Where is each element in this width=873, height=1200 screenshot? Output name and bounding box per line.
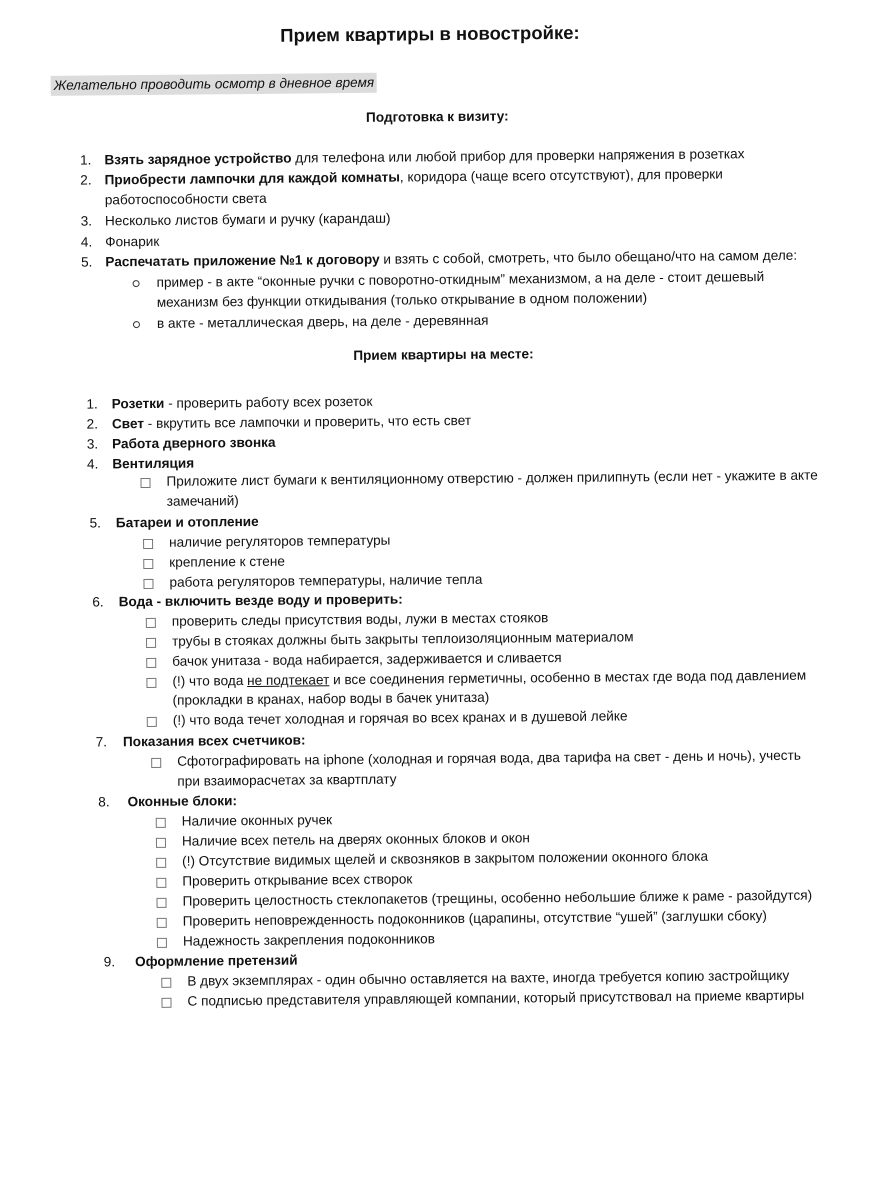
item-number: 2. bbox=[80, 172, 92, 188]
section-number: 8. bbox=[98, 794, 110, 810]
checklist-text: Надежность закрепления подоконников bbox=[182, 931, 435, 949]
checkbox-icon bbox=[161, 978, 171, 988]
checkbox-icon bbox=[156, 838, 166, 848]
checkbox-icon bbox=[146, 618, 156, 628]
tip-highlight: Желательно проводить осмотр в дневное время bbox=[51, 73, 378, 96]
checklist-text: Наличие всех петель на дверях оконных блоков и окон bbox=[181, 830, 530, 849]
prep-heading: Подготовка к визиту: bbox=[365, 108, 509, 125]
checkbox-icon bbox=[161, 998, 171, 1008]
item-text: Несколько листов бумаги и ручку (карандаш) bbox=[104, 210, 391, 229]
checklist-text: крепление к стене bbox=[169, 553, 285, 570]
section-number: 9. bbox=[103, 954, 116, 970]
checklist-continuation: (прокладки в кранах, набор воды в бачек унитаза) bbox=[172, 689, 490, 708]
checkbox-icon bbox=[156, 818, 166, 828]
item-number: 3. bbox=[80, 213, 93, 229]
checkbox-icon bbox=[146, 658, 156, 668]
checklist-text: В двух экземплярах - один обычно оставляется на вахте, иногда требуется копию застройщику bbox=[187, 967, 790, 989]
checkbox-icon bbox=[157, 918, 167, 928]
item-number: 5. bbox=[80, 254, 93, 270]
checklist-text: (!) что вода течет холодная и горячая во всех кранах и в душевой лейке bbox=[172, 708, 628, 728]
checklist-text: С подписью представителя управляющей компании, который присутствовал на приеме квартиры bbox=[187, 987, 805, 1009]
section-number: 7. bbox=[95, 734, 108, 750]
item-bold: Взять зарядное устройство bbox=[104, 150, 292, 168]
item-text: , коридора (чаще всего отсутствуют), для проверки bbox=[399, 166, 723, 185]
checkbox-icon bbox=[156, 878, 166, 888]
item-text: и взять с собой, смотреть, что было обещано/что на самом деле: bbox=[379, 247, 798, 267]
section-bold: Оформление претензий bbox=[135, 952, 298, 970]
section-number: 2. bbox=[86, 416, 99, 432]
checklist-text: бачок унитаза - вода набирается, задерживается и сливается bbox=[172, 650, 562, 669]
section-text: - вкрутить все лампочки и проверить, что есть свет bbox=[143, 412, 472, 432]
checklist-text-underline: не подтекает bbox=[247, 672, 330, 689]
circle-bullet-icon bbox=[133, 321, 140, 328]
checkbox-icon bbox=[146, 678, 156, 688]
section-bold: Батареи и отопление bbox=[115, 513, 259, 531]
checklist-text: трубы в стояках должны быть закрыты теплоизоляционным материалом bbox=[171, 629, 634, 649]
item-number: 1. bbox=[79, 152, 92, 168]
subitem-text: в акте - металлическая дверь, на деле - деревянная bbox=[156, 312, 489, 331]
document-sheet bbox=[40, 6, 840, 1009]
checklist-text: Приложите лист бумаги к вентиляционному отверстию - должен прилипнуть (если нет - укажите в акте bbox=[166, 467, 818, 489]
item-number: 4. bbox=[80, 234, 93, 250]
section-bold: Свет bbox=[111, 416, 145, 432]
checklist-continuation: при взаиморасчетах за квартплату bbox=[177, 771, 397, 789]
checkbox-icon bbox=[151, 758, 161, 768]
section-number: 4. bbox=[86, 456, 99, 472]
section-bold: Розетки bbox=[111, 395, 165, 412]
checkbox-icon bbox=[143, 559, 153, 569]
item-bold: Распечатать приложение №1 к договору bbox=[105, 251, 380, 270]
checklist-text-pre: (!) что вода bbox=[172, 673, 248, 689]
checklist-text: (!) Отсутствие видимых щелей и сквозняков в закрытом положении оконного блока bbox=[182, 848, 709, 869]
section-bold: Оконные блоки: bbox=[127, 793, 238, 810]
checkbox-icon bbox=[143, 579, 153, 589]
checklist-continuation: замечаний) bbox=[166, 493, 239, 509]
section-number: 3. bbox=[86, 436, 99, 452]
page-title: Прием квартиры в новостройке: bbox=[280, 21, 580, 46]
subitem-text: пример - в акте “оконные ручки с поворотно-откидным” механизмом, а на деле - стоит дешевый bbox=[156, 269, 765, 290]
section-text: - проверить работу всех розеток bbox=[164, 393, 373, 411]
circle-bullet-icon bbox=[133, 280, 140, 287]
checklist-text: Наличие оконных ручек bbox=[181, 812, 333, 829]
onsite-heading: Прием квартиры на месте: bbox=[353, 346, 534, 364]
checkbox-icon bbox=[146, 638, 156, 648]
section-bold: Вентиляция bbox=[112, 455, 195, 472]
section-number: 6. bbox=[92, 594, 104, 610]
item-bold: Приобрести лампочки для каждой комнаты bbox=[104, 169, 400, 188]
section-bold: Показания всех счетчиков: bbox=[122, 732, 306, 750]
checkbox-icon bbox=[147, 717, 157, 727]
checklist-text: наличие регуляторов температуры bbox=[169, 532, 391, 550]
item-continuation: работоспособности света bbox=[104, 190, 267, 208]
checkbox-icon bbox=[157, 938, 167, 948]
checkbox-icon bbox=[143, 539, 153, 549]
checkbox-icon bbox=[156, 858, 166, 868]
checkbox-icon bbox=[156, 898, 166, 908]
checklist-text: Проверить открывание всех створок bbox=[182, 871, 413, 889]
checkbox-icon bbox=[140, 478, 150, 488]
item-text: для телефона или любой прибор для проверки напряжения в розетках bbox=[291, 146, 745, 166]
checklist-text: работа регуляторов температуры, наличие тепла bbox=[169, 571, 483, 590]
checklist-text: и все соединения герметичны, особенно в местах где вода под давлением bbox=[329, 667, 807, 688]
checklist-text: Проверить неповрежденность подоконников (царапины, отсутствие “ушей” (заглушки сбоку) bbox=[182, 908, 767, 929]
subitem-continuation: механизм без функции откидывания (только открывание в одном положении) bbox=[156, 290, 648, 310]
section-number: 5. bbox=[89, 515, 101, 531]
checklist-text: Сфотографировать на iphone (холодная и горячая вода, два тарифа на свет - день и ночь), учесть bbox=[177, 747, 801, 769]
section-number: 1. bbox=[86, 396, 98, 412]
section-bold: Работа дверного звонка bbox=[112, 434, 276, 452]
item-text: Фонарик bbox=[105, 233, 160, 250]
section-bold: Вода - включить везде воду и проверить: bbox=[118, 591, 403, 610]
checklist-text: Проверить целостность стеклопакетов (трещины, особенно небольшие ближе к раме - разойдутся) bbox=[182, 887, 813, 909]
checklist-text: проверить следы присутствия воды, лужи в местах стояков bbox=[171, 610, 549, 629]
